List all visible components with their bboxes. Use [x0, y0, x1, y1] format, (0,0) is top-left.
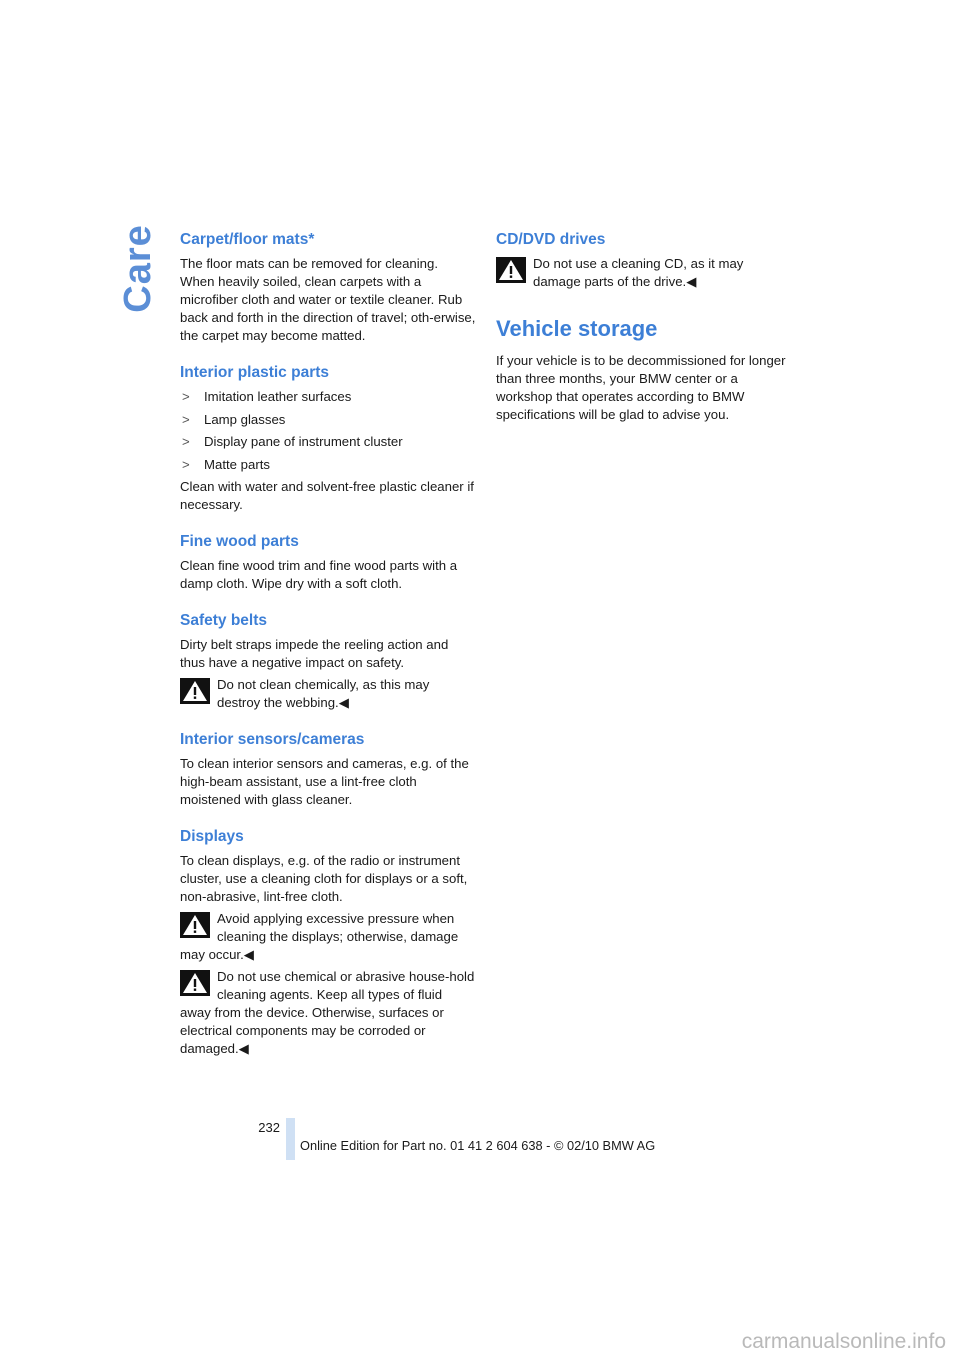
warning-triangle-icon [180, 970, 210, 996]
list-item: > Lamp glasses [182, 411, 286, 427]
warning-triangle-icon [496, 257, 526, 283]
storage-heading: Vehicle storage [496, 316, 658, 341]
plastic-heading: Interior plastic parts [180, 364, 330, 381]
footer-edition: Online Edition for Part no. 01 41 2 604 638 - © 02/10 BMW AG [300, 1138, 656, 1153]
belts-text: Dirty belt straps impede the reeling action and thus have a negative impact on safety. [180, 637, 449, 670]
bullet-marker-icon: > [182, 456, 190, 472]
footer-accent-bar [286, 1118, 295, 1160]
left-column [180, 230, 476, 1062]
cd-warning [496, 255, 792, 291]
belts-warning-text: Do not clean chemically, as this may destroy the webbing.◀ [217, 677, 430, 710]
list-item: > Matte parts [182, 456, 270, 472]
page-number: 232 [258, 1120, 280, 1135]
displays-warning-1-text: Avoid applying excessive pressure when cleaning the displays; otherwise, damage may occur.◀ [180, 911, 459, 962]
wood-text: Clean fine wood trim and fine wood parts with a damp cloth. Wipe dry with a soft cloth. [180, 558, 458, 591]
carpet-text: The floor mats can be removed for cleaning. When heavily soiled, clean carpets with a microfiber cloth and water or textile cleaner. Rub back and forth in the direction of travel; oth-erwise, the carpet may become matted. [180, 256, 476, 343]
plastic-list [180, 388, 476, 474]
cd-warning-text: Do not use a cleaning CD, as it may damage parts of the drive.◀ [533, 256, 744, 289]
wood-heading: Fine wood parts [180, 533, 299, 550]
list-item: > Imitation leather surfaces [182, 389, 352, 404]
bullet-marker-icon: > [182, 411, 190, 427]
plastic-text: Clean with water and solvent-free plastic cleaner if necessary. [180, 479, 474, 512]
sensors-heading: Interior sensors/cameras [180, 731, 365, 748]
section-tab [116, 223, 159, 313]
cd-heading: CD/DVD drives [496, 231, 606, 248]
watermark: carmanualsonline.info [741, 1330, 946, 1353]
carpet-heading: Carpet/floor mats* [180, 231, 315, 248]
bullet-marker-icon: > [182, 434, 190, 449]
belts-heading: Safety belts [180, 612, 268, 629]
warning-triangle-icon [180, 912, 210, 938]
right-column [496, 230, 792, 428]
bullet-marker-icon: > [182, 389, 190, 404]
displays-warning-2-text: Do not use chemical or abrasive house-hold cleaning agents. Keep all types of fluid away from the device. Otherwise, surfaces or electrical components may be corroded or damaged.◀ [180, 969, 475, 1056]
list-item: > Display pane of instrument cluster [182, 434, 403, 449]
warning-triangle-icon [180, 678, 210, 704]
sensors-text: To clean interior sensors and cameras, e.g. of the high-beam assistant, use a lint-free cloth moistened with glass cleaner. [180, 756, 469, 807]
displays-warning-2 [180, 968, 476, 1058]
displays-text: To clean displays, e.g. of the radio or instrument cluster, use a cleaning cloth for displays or a soft, non-abrasive, lint-free cloth. [180, 853, 468, 904]
displays-warning-1 [180, 910, 476, 964]
storage-text: If your vehicle is to be decommissioned for longer than three months, your BMW center or a workshop that operates according to BMW specifications will be glad to advise you. [496, 353, 786, 422]
section-tab-label: Care [116, 223, 159, 313]
belts-warning [180, 676, 476, 712]
displays-heading: Displays [180, 828, 244, 845]
